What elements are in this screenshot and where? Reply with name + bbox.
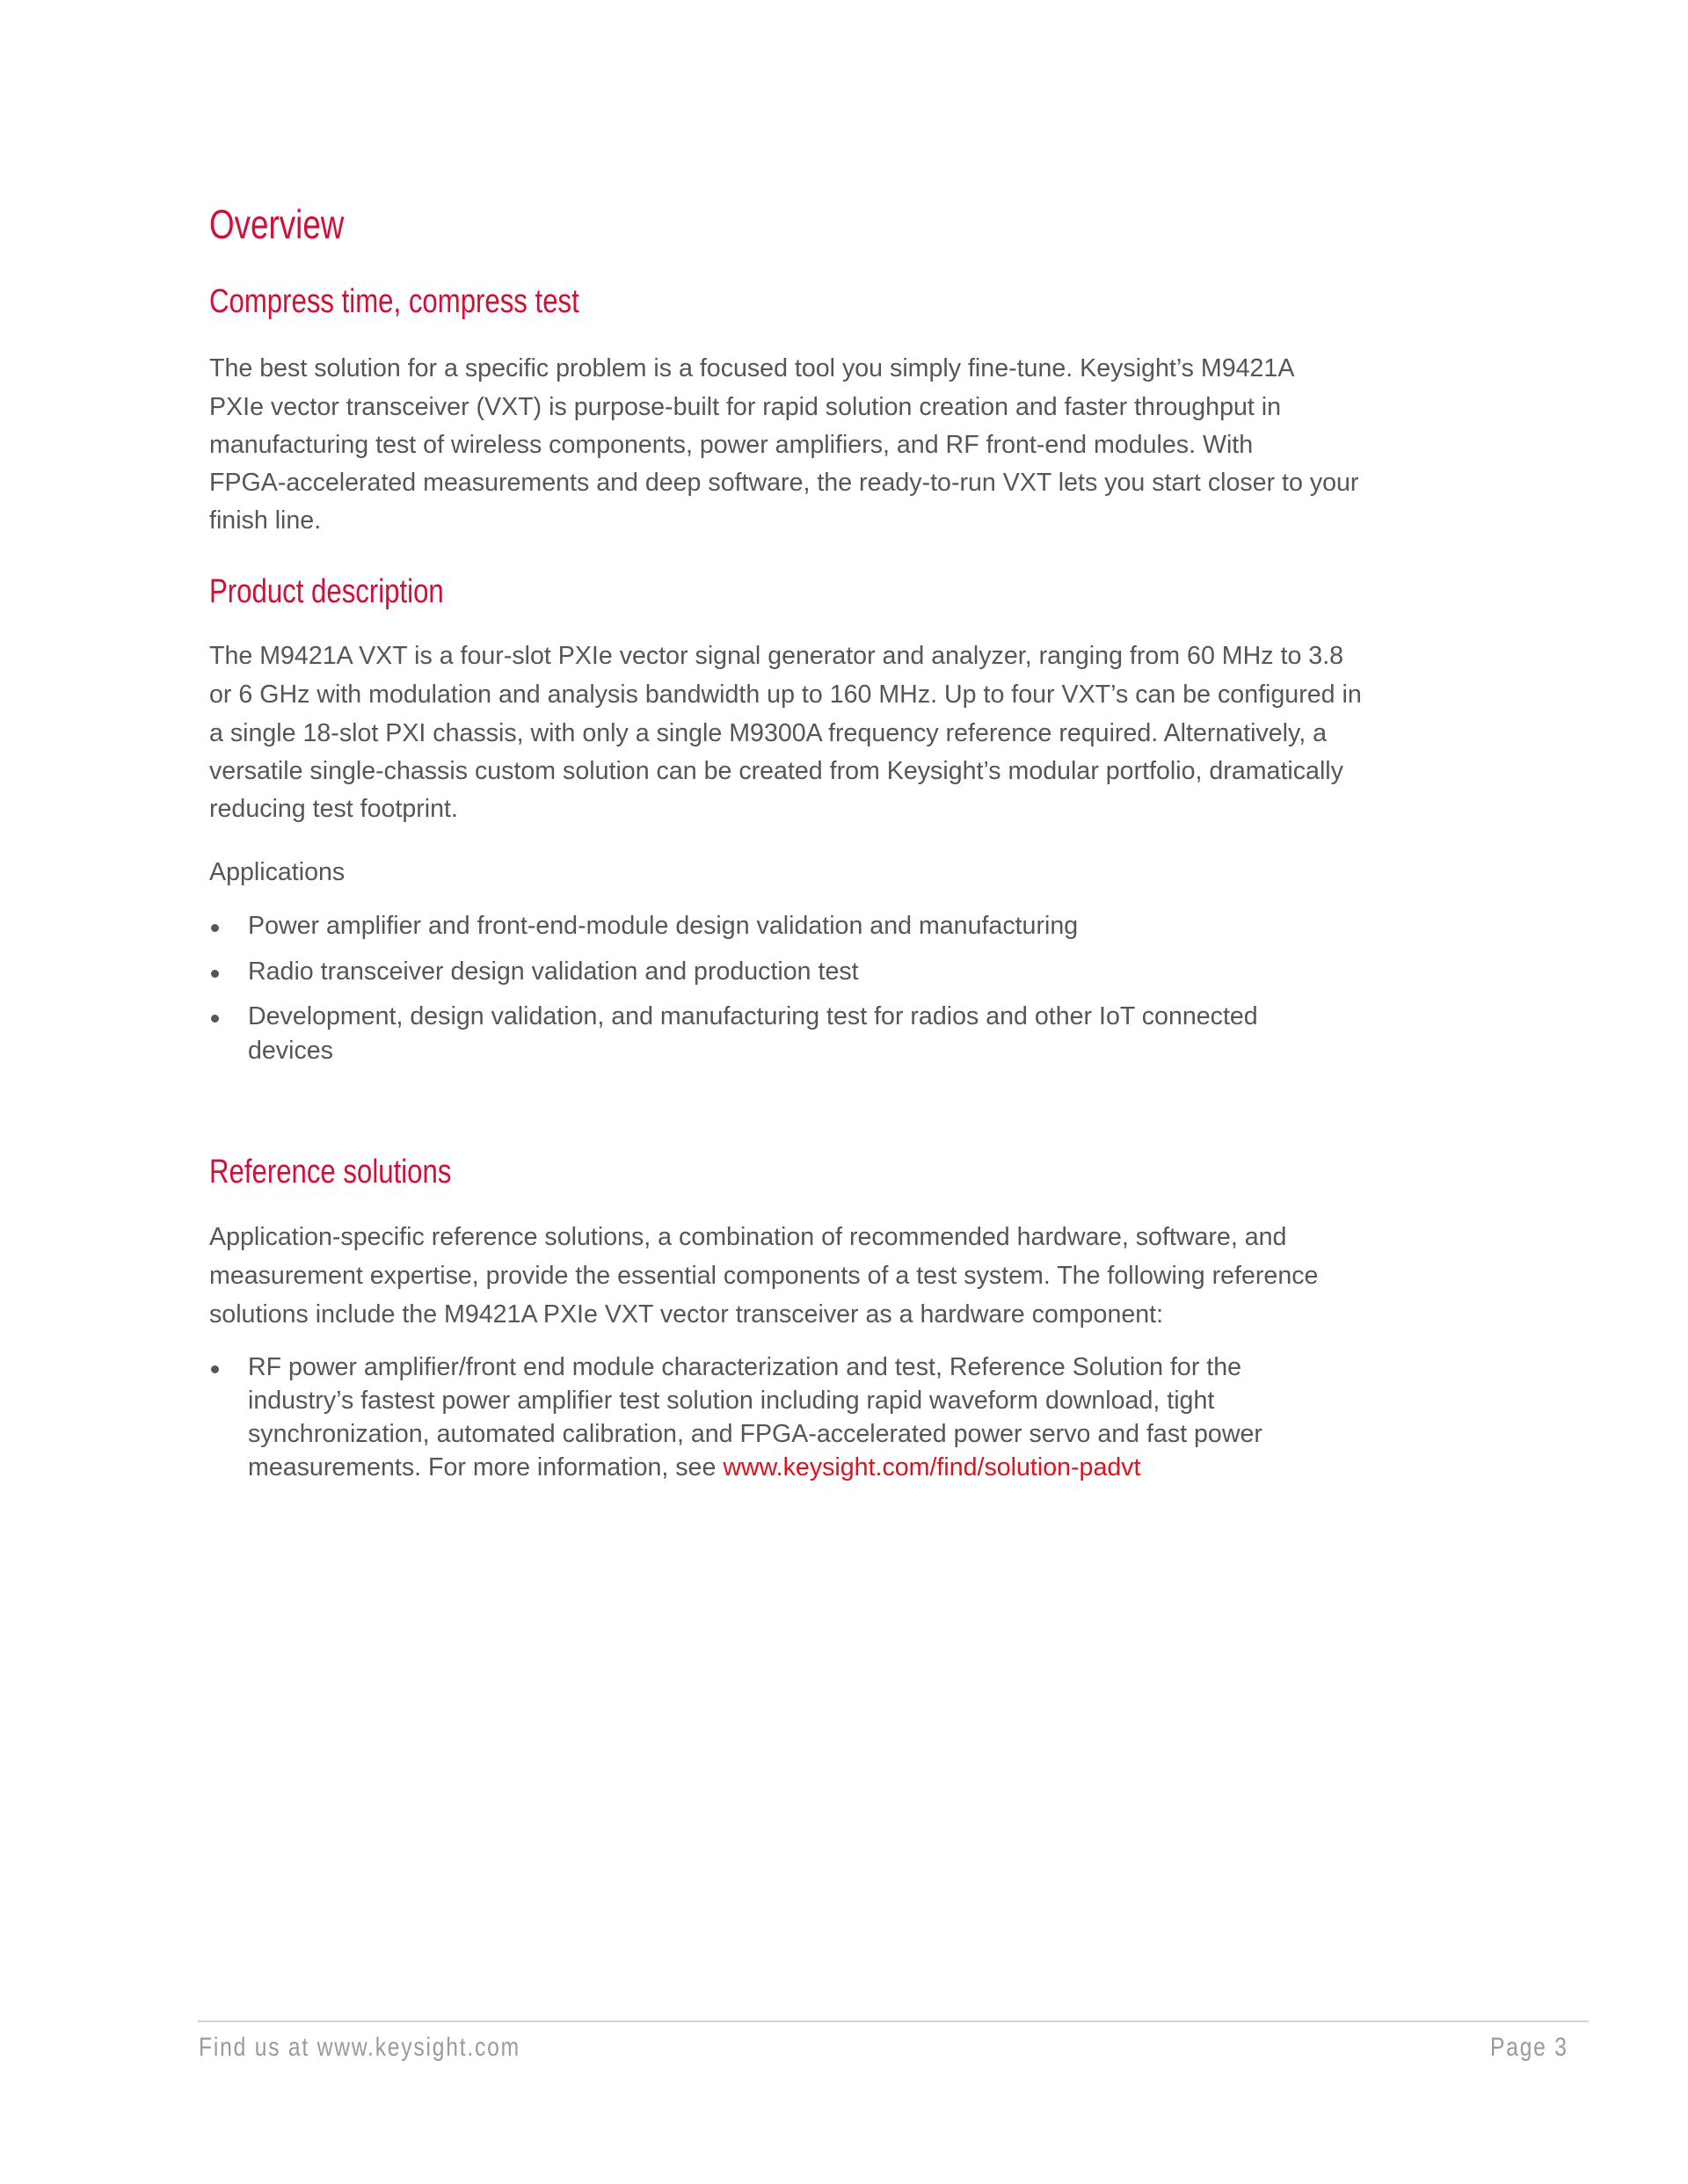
bullet-icon: [211, 970, 219, 978]
list-item-line: Development, design validation, and manufacturing test for radios and other IoT connected: [248, 1002, 1258, 1030]
list-item-line: [248, 1455, 1141, 1481]
paragraph-line: The M9421A VXT is a four-slot PXIe vector signal generator and analyzer, ranging from 60 MHz to 3.8: [209, 642, 1344, 670]
page-title: Overview: [209, 201, 345, 247]
paragraph-line: versatile single-chassis custom solution can be created from Keysight’s modular portfolio, dramatically: [209, 757, 1343, 785]
footer-website-text: Find us at www.keysight.com: [199, 2033, 520, 2062]
applications-label: Applications: [209, 858, 346, 886]
paragraph-line: Application-specific reference solutions, a combination of recommended hardware, software, and: [209, 1223, 1287, 1251]
solution-padvt-link[interactable]: www.keysight.com/find/solution-padvt: [723, 1453, 1141, 1481]
paragraph-line: finish line.: [209, 506, 322, 535]
section-heading-product-description: Product description: [209, 573, 444, 610]
section-heading-compress: Compress time, compress test: [209, 283, 579, 320]
paragraph-line: measurement expertise, provide the essential components of a test system. The following reference: [209, 1262, 1319, 1290]
bullet-icon: [211, 1365, 219, 1373]
paragraph-line: FPGA-accelerated measurements and deep software, the ready-to-run VXT lets you start closer to your: [209, 469, 1359, 497]
paragraph-line: manufacturing test of wireless components, power amplifiers, and RF front-end modules. With: [209, 431, 1254, 459]
section-heading-reference-solutions: Reference solutions: [209, 1154, 452, 1190]
list-item-line: devices: [248, 1037, 333, 1065]
list-item-line: industry’s fastest power amplifier test solution including rapid waveform download, tight: [248, 1387, 1215, 1415]
page-number: Page 3: [1490, 2033, 1568, 2062]
paragraph-line: or 6 GHz with modulation and analysis bandwidth up to 160 MHz. Up to four VXT’s can be configured in: [209, 681, 1362, 709]
paragraph-line: The best solution for a specific problem is a focused tool you simply fine-tune. Keysight’s M9421A: [209, 354, 1295, 382]
list-item-line: RF power amplifier/front end module characterization and test, Reference Solution for the: [248, 1353, 1242, 1381]
paragraph-line: solutions include the M9421A PXIe VXT vector transceiver as a hardware component:: [209, 1300, 1164, 1329]
paragraph-line: reducing test footprint.: [209, 795, 458, 823]
list-item-line-text: measurements. For more information, see: [248, 1453, 724, 1481]
list-item-line: synchronization, automated calibration, and FPGA-accelerated power servo and fast power: [248, 1420, 1262, 1448]
bullet-icon: [211, 924, 219, 932]
paragraph-line: PXIe vector transceiver (VXT) is purpose-built for rapid solution creation and faster throughput in: [209, 393, 1282, 421]
list-item-line: Radio transceiver design validation and production test: [248, 957, 859, 986]
paragraph-line: a single 18-slot PXI chassis, with only a single M9300A frequency reference required. Alternatively, a: [209, 719, 1327, 747]
footer-divider: [198, 2020, 1589, 2022]
bullet-icon: [211, 1015, 219, 1023]
list-item-line: Power amplifier and front-end-module design validation and manufacturing: [248, 912, 1079, 940]
